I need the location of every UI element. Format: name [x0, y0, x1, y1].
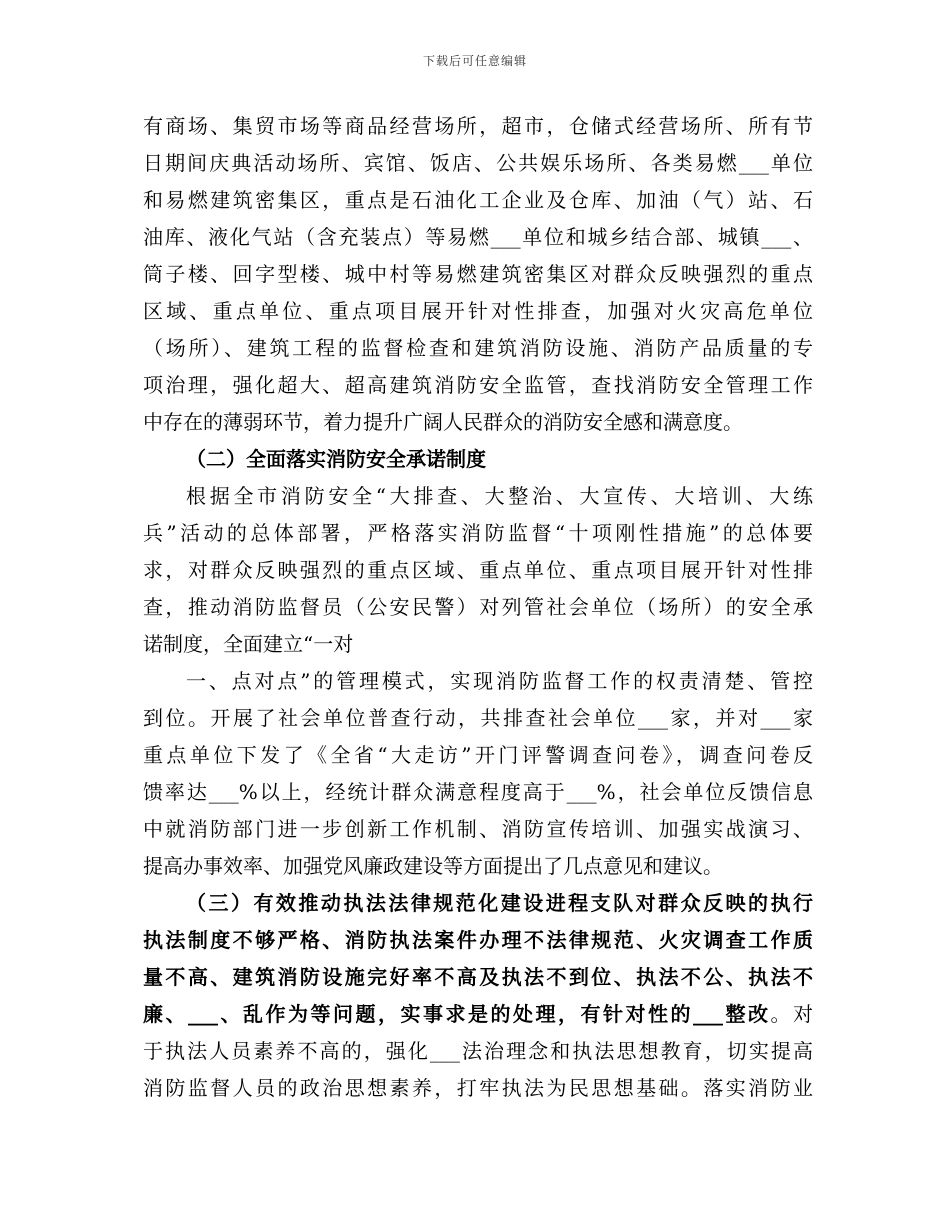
paragraph-line: 项治理，强化超大、超高建筑消防安全监管，查找消防安全管理工作	[143, 373, 813, 397]
page-header: 下载后可任意编辑	[422, 54, 527, 68]
paragraph-line: 馈率达___%以上，经统计群众满意程度高于___%，社会单位反馈信息	[143, 780, 813, 804]
paragraph-line: 查，推动消防监督员（公安民警）对列管社会单位（场所）的安全承	[143, 595, 813, 619]
paragraph-line: 兵”活动的总体部署，严格落实消防监督“十项刚性措施”的总体要	[143, 521, 813, 545]
mixed-line	[143, 996, 813, 1033]
section-heading: （三）有效推动执法法律规范化建设进程支队对群众反映的执行	[186, 891, 813, 915]
paragraph-line: 于执法人员素养不高的，强化___法治理念和执法思想教育，切实提高	[143, 1039, 813, 1063]
section-heading-line: 量不高、建筑消防设施完好率不高及执法不到位、执法不公、执法不	[143, 965, 813, 989]
bold-segment: 廉、___、乱作为等问题，实事求是的处理，有针对性的___整改	[143, 1002, 771, 1026]
paragraph-line: 求，对群众反映强烈的重点区域、重点单位、重点项目展开针对性排	[143, 558, 813, 582]
paragraph-line: 中存在的薄弱环节，着力提升广阔人民群众的消防安全感和满意度。	[143, 410, 743, 434]
paragraph-line: 有商场、集贸市场等商品经营场所，超市，仓储式经营场所、所有节	[143, 114, 813, 138]
section-heading: （二）全面落实消防安全承诺制度	[186, 447, 486, 471]
paragraph-line: 中就消防部门进一步创新工作机制、消防宣传培训、加强实战演习、	[143, 817, 813, 841]
paragraph-line: 根据全市消防安全“大排查、大整治、大宣传、大培训、大练	[186, 484, 813, 508]
paragraph-line: 油库、液化气站（含充装点）等易燃___单位和城乡结合部、城镇___、	[143, 225, 813, 249]
regular-segment: 。对	[770, 1002, 813, 1026]
paragraph-line: 重点单位下发了《全省“大走访”开门评警调查问卷》，调查问卷反	[143, 743, 813, 767]
section-heading-line: 执法制度不够严格、消防执法案件办理不法律规范、火灾调查工作质	[143, 928, 813, 952]
paragraph-line: 提高办事效率、加强党风廉政建设等方面提出了几点意见和建议。	[143, 854, 723, 878]
paragraph-line: 诺制度，全面建立“一对	[143, 632, 354, 656]
paragraph-line: 筒子楼、回字型楼、城中村等易燃建筑密集区对群众反映强烈的重点	[143, 262, 813, 286]
paragraph-line: 和易燃建筑密集区，重点是石油化工企业及仓库、加油（气）站、石	[143, 188, 813, 212]
paragraph-line: （场所）、建筑工程的监督检查和建筑消防设施、消防产品质量的专	[143, 336, 813, 360]
paragraph-line: 区域、重点单位、重点项目展开针对性排查，加强对火灾高危单位	[143, 299, 813, 323]
paragraph-line: 到位。开展了社会单位普查行动，共排查社会单位___家，并对___家	[143, 706, 813, 730]
paragraph-line: 一、点对点”的管理模式，实现消防监督工作的权责清楚、管控	[186, 669, 813, 693]
document-body	[143, 108, 813, 1107]
paragraph-line: 消防监督人员的政治思想素养，打牢执法为民思想基础。落实消防业	[143, 1076, 813, 1100]
paragraph-line: 日期间庆典活动场所、宾馆、饭店、公共娱乐场所、各类易燃___单位	[143, 151, 813, 175]
